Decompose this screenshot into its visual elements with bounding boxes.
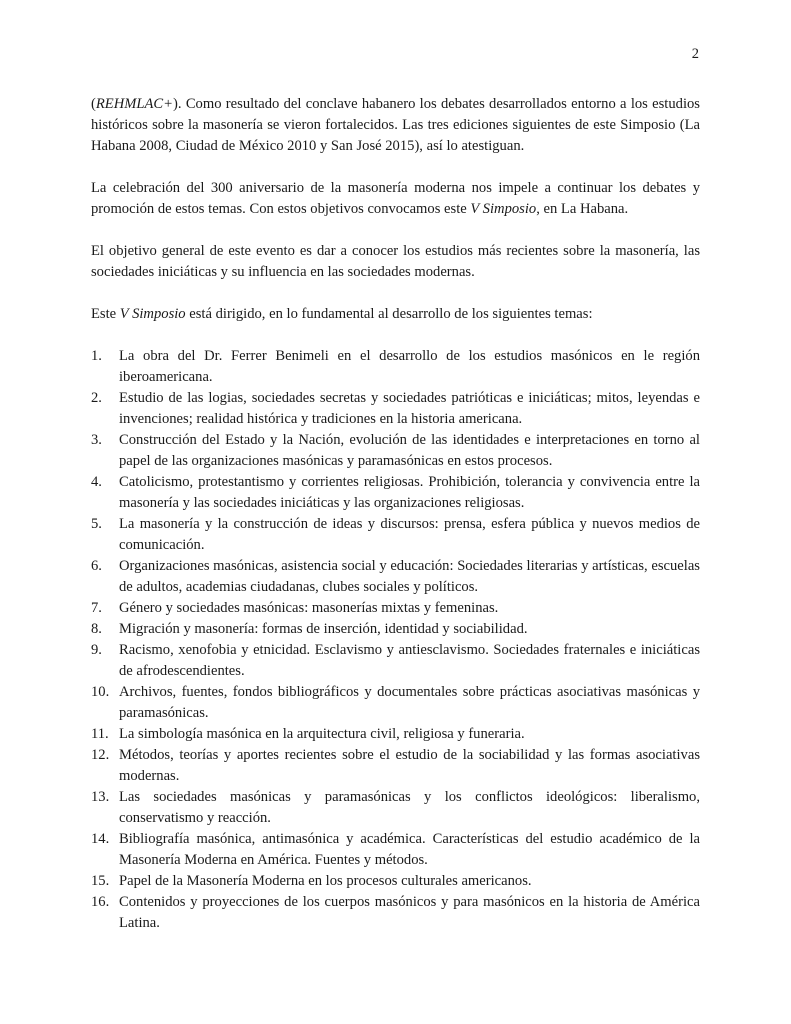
text: está dirigido, en lo fundamental al desarrollo de los siguientes temas: [185,306,593,322]
list-number: 6. [91,558,102,574]
list-number: 12. [91,747,110,763]
list-text: La masonería y la construcción de ideas y discursos: prensa, esfera pública y nuevos medios de comunicación. [119,516,700,553]
list-text: Contenidos y proyecciones de los cuerpos masónicos y para masónicos en la historia de América Latina. [119,894,700,931]
text: La celebración del 300 aniversario de la masonería moderna nos impele a continuar los debates y promoción de estos temas. Con estos objetivos convocamos este [91,180,700,217]
text: ). Como resultado del conclave habanero los debates desarrollados entorno a los estudios históricos sobre la masonería se vieron fortalecidos. Las tres ediciones siguientes de este Simposio (La Habana 2008, Ciudad de México 2010 y San José 2015), así lo atestiguan. [91,96,700,154]
list-item [91,472,700,514]
list-item [91,346,700,388]
list-number: 9. [91,642,102,658]
list-text: Catolicismo, protestantismo y corrientes religiosas. Prohibición, tolerancia y convivencia entre la masonería y las sociedades iniciáticas y las organizaciones religiosas. [119,474,700,511]
list-text: Las sociedades masónicas y paramasónicas y los conflictos ideológicos: liberalismo, conservatismo y reacción. [119,789,700,826]
list-number: 13. [91,789,110,805]
list-text: La simbología masónica en la arquitectura civil, religiosa y funeraria. [119,726,525,742]
list-item [91,787,700,829]
list-text: Papel de la Masonería Moderna en los procesos culturales americanos. [119,873,532,889]
list-number: 14. [91,831,110,847]
list-text: Estudio de las logias, sociedades secretas y sociedades patrióticas e iniciáticas; mitos, leyendas e invenciones; realidad histórica y tradiciones en la historia americana. [119,390,700,427]
list-number: 16. [91,894,110,910]
list-text: Migración y masonería: formas de inserción, identidad y sociabilidad. [119,621,528,637]
list-number: 5. [91,516,102,532]
list-item [91,619,700,640]
list-text: Archivos, fuentes, fondos bibliográficos y documentales sobre prácticas asociativas masónicas y paramasónicas. [119,684,700,721]
list-number: 2. [91,390,102,406]
emphasis-simposio: V Simposio [119,306,186,322]
list-text: Bibliografía masónica, antimasónica y académica. Características del estudio académico de la Masonería Moderna en América. Fuentes y métodos. [119,831,700,868]
list-number: 15. [91,873,110,889]
paragraph-objective: El objetivo general de este evento es dar a conocer los estudios más recientes sobre la masonería, las sociedades iniciáticas y su influencia en las sociedades modernas. [91,243,700,280]
document-body [91,94,700,934]
list-text: Construcción del Estado y la Nación, evolución de las identidades e interpretaciones en torno al papel de las organizaciones masónicas y paramasónicas en estos procesos. [119,432,700,469]
list-item [91,388,700,430]
list-text: Métodos, teorías y aportes recientes sobre el estudio de la sociabilidad y las formas asociativas modernas. [119,747,700,784]
list-text: Género y sociedades masónicas: masonerías mixtas y femeninas. [119,600,499,616]
list-item [91,892,700,934]
list-number: 8. [91,621,102,637]
list-item [91,430,700,472]
list-item [91,871,700,892]
list-item [91,514,700,556]
list-number: 10. [91,684,110,700]
list-item [91,724,700,745]
topics-list [91,346,700,934]
list-text: Racismo, xenofobia y etnicidad. Esclavismo y antiesclavismo. Sociedades fraternales e iniciáticas de afrodescendientes. [119,642,700,679]
list-number: 11. [91,726,109,742]
journal-acronym: REHMLAC+ [95,96,174,112]
paragraph-topics-intro [91,304,700,325]
list-item [91,682,700,724]
paragraph-intro [91,94,700,157]
list-item [91,640,700,682]
list-text: Organizaciones masónicas, asistencia social y educación: Sociedades literarias y artísticas, escuelas de adultos, academias ciudadanas, clubes sociales y políticos. [119,558,700,595]
list-number: 4. [91,474,102,490]
list-item [91,556,700,598]
text: ( [91,96,96,112]
list-number: 1. [91,348,102,364]
text: Este [91,306,120,322]
list-item [91,598,700,619]
paragraph-anniversary [91,178,700,220]
list-text: La obra del Dr. Ferrer Benimeli en el desarrollo de los estudios masónicos en le región iberoamericana. [119,348,700,385]
list-number: 3. [91,432,102,448]
list-item [91,829,700,871]
list-item [91,745,700,787]
list-number: 7. [91,600,102,616]
text: , en La Habana. [536,201,629,217]
emphasis-simposio: V Simposio [470,201,537,217]
page-number: 2 [691,46,699,62]
